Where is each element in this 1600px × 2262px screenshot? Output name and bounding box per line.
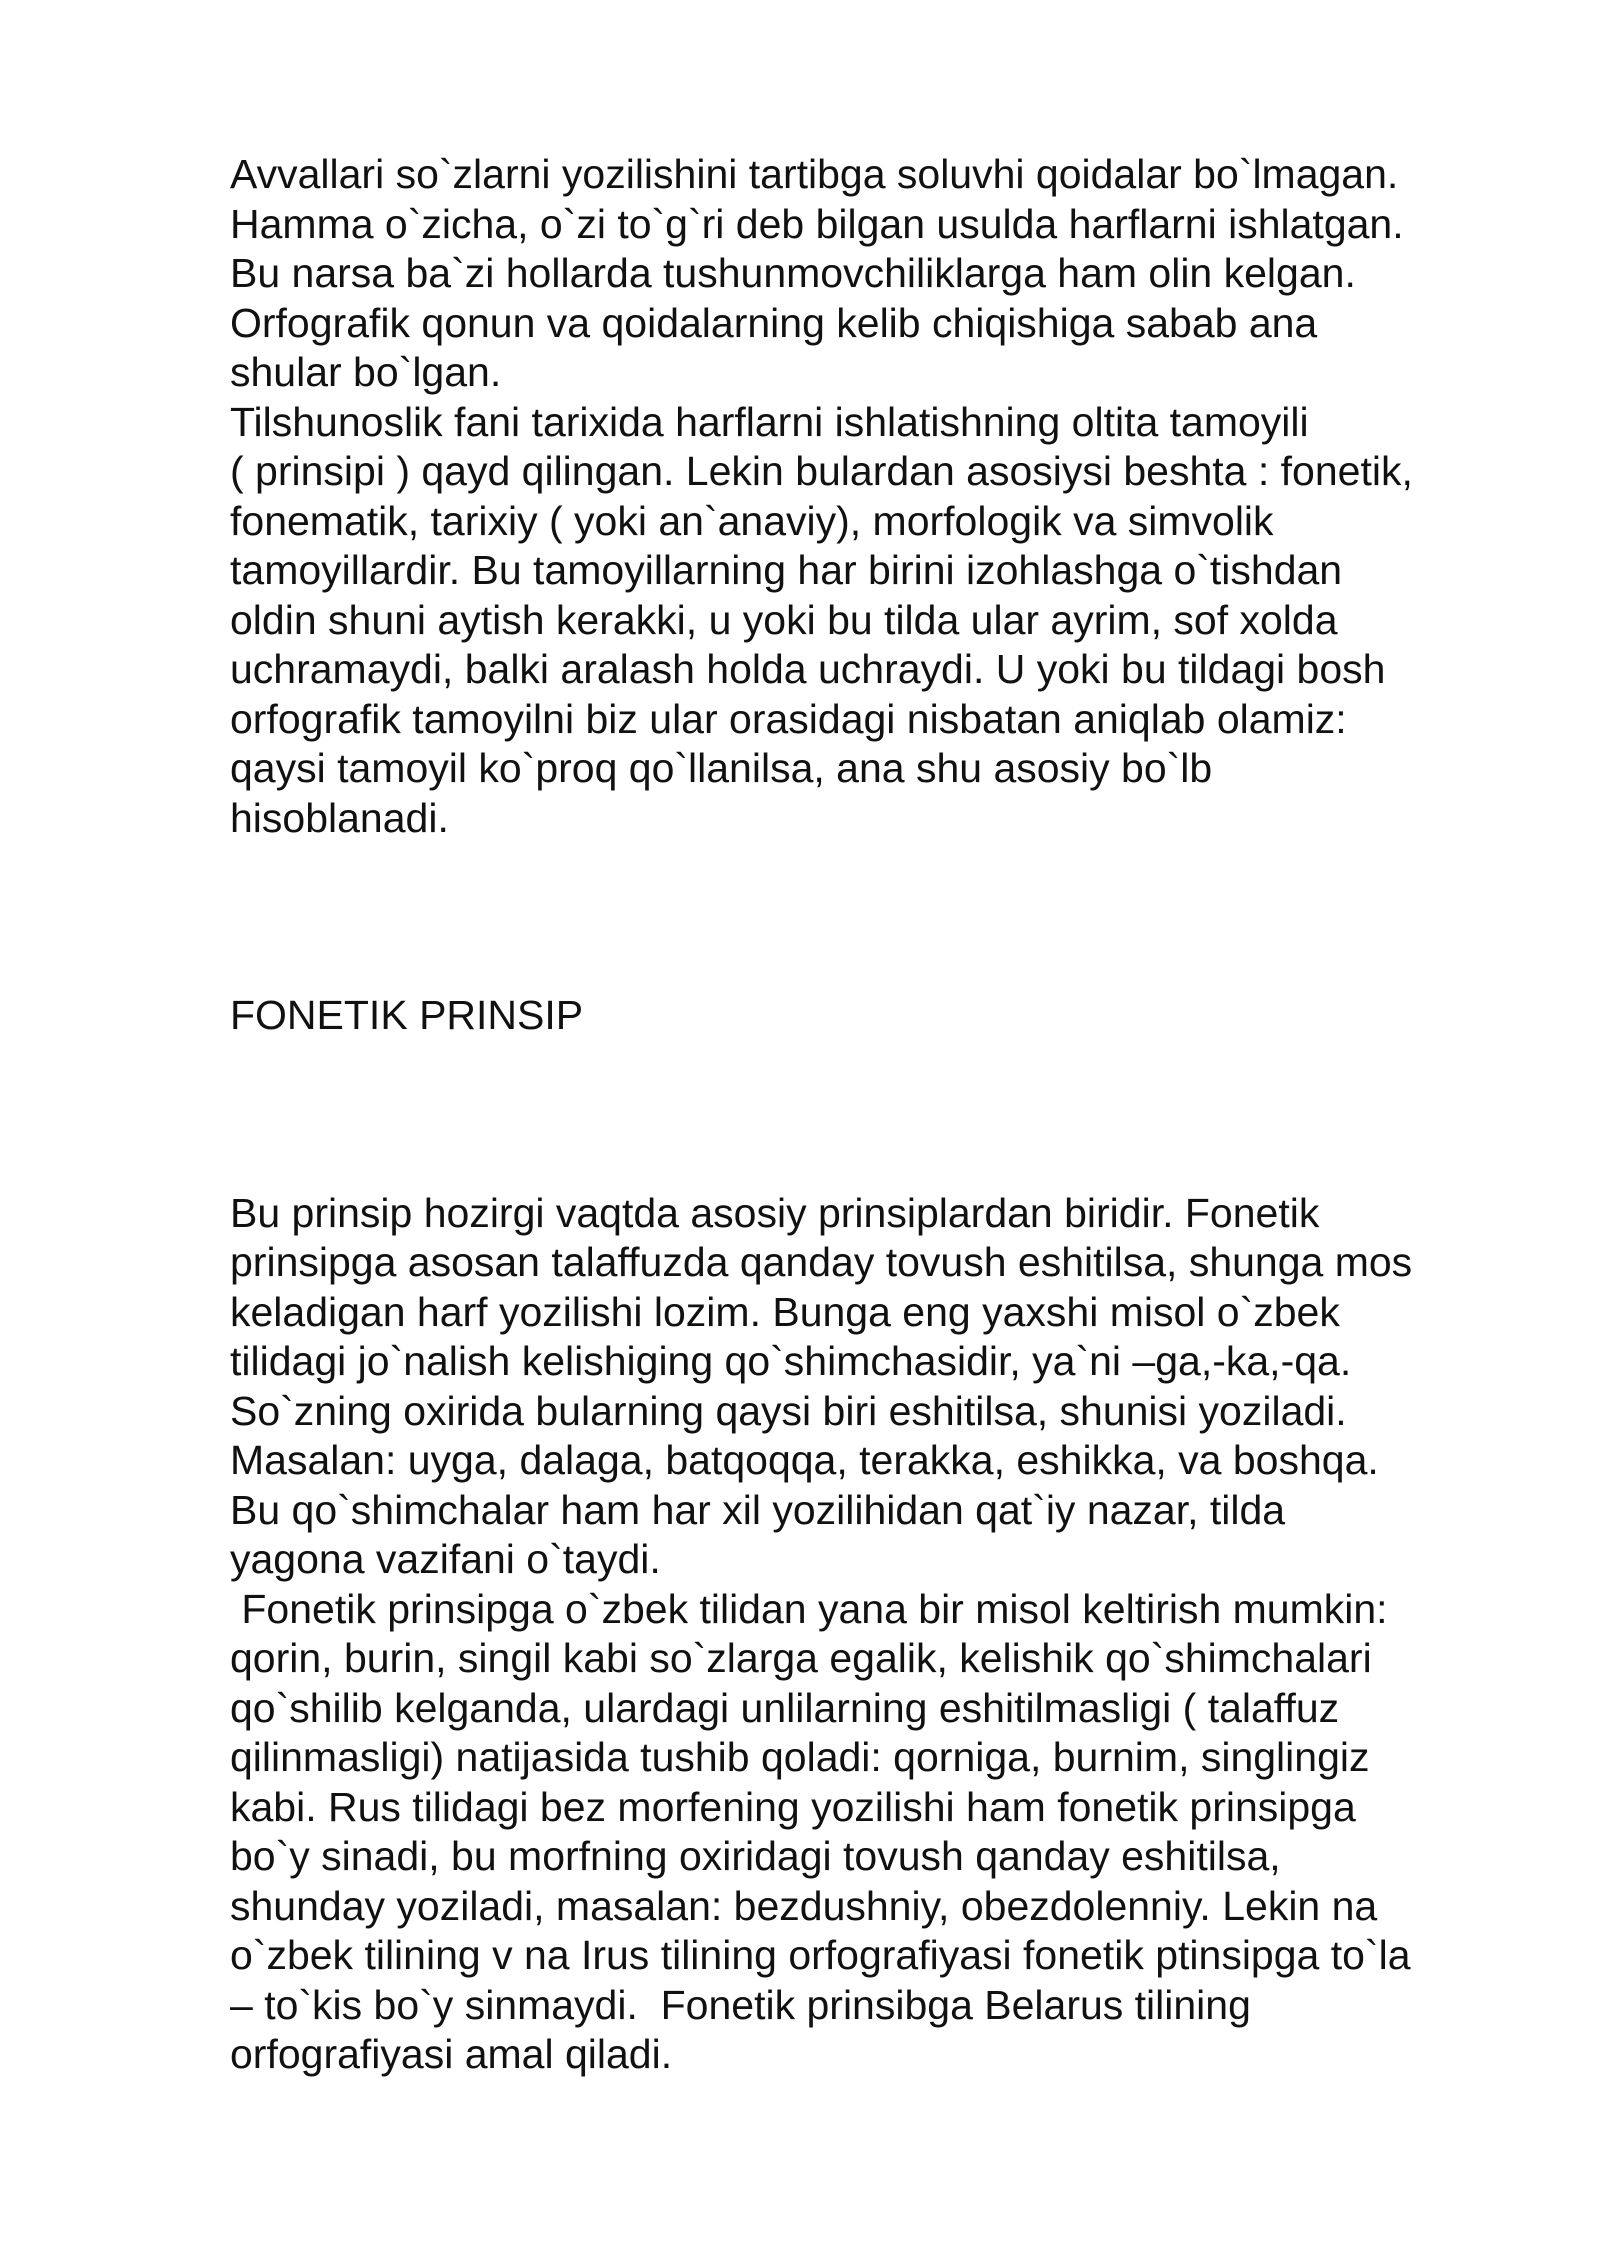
text-line: tamoyillardir. Bu tamoyillarning har birini izohlashga o`tishdan bbox=[230, 547, 1343, 593]
text-line: qo`shilib kelganda, ulardagi unlilarning eshitilmasligi ( talaffuz bbox=[230, 1684, 1340, 1731]
text-line: tilidagi jo`nalish kelishiging qo`shimchasidir, ya`ni –ga,-ka,-qa. bbox=[230, 1338, 1352, 1384]
text-line: Tilshunoslik fani tarixida harflarni ishlatishning oltita tamoyili bbox=[230, 398, 1309, 445]
text-line: Bu narsa ba`zi hollarda tushunmovchiliklarga ham olin kelgan. bbox=[230, 250, 1356, 296]
text-line: hisoblanadi. bbox=[230, 794, 449, 841]
text-line: Fonetik prinsipga o`zbek tilidan yana bir misol keltirish mumkin: bbox=[230, 1585, 1388, 1632]
section-paragraph bbox=[230, 1189, 1530, 2080]
text-line: shunday yoziladi, masalan: bezdushniy, obezdolenniy. Lekin na bbox=[230, 1882, 1378, 1929]
text-line: shular bo`lgan. bbox=[230, 349, 502, 395]
text-line: Bu prinsip hozirgi vaqtda asosiy prinsiplardan biridir. Fonetik bbox=[230, 1189, 1320, 1236]
text-line: So`zning oxirida bularning qaysi biri eshitilsa, shunisi yoziladi. bbox=[230, 1387, 1347, 1434]
text-line: Hamma o`zicha, o`zi to`g`ri deb bilgan usulda harflarni ishlatgan. bbox=[230, 200, 1404, 247]
text-line: Orfografik qonun va qoidalarning kelib chiqishiga sabab ana bbox=[230, 299, 1318, 346]
text-line: Masalan: uyga, dalaga, batqoqqa, terakka, eshikka, va boshqa. bbox=[230, 1437, 1379, 1483]
text-line: – to`kis bo`y sinmaydi. Fonetik prinsibga Belarus tilining bbox=[230, 1981, 1251, 2028]
text-line: o`zbek tilining v na Irus tilining orfografiyasi fonetik ptinsipga to`la bbox=[230, 1932, 1411, 1978]
text-line: prinsipga asosan talaffuzda qanday tovush eshitilsa, shunga mos bbox=[230, 1239, 1413, 1285]
document-page bbox=[230, 150, 1530, 2080]
text-line: Bu qo`shimchalar ham har xil yozilihidan qat`iy nazar, tilda bbox=[230, 1486, 1286, 1533]
text-line: oldin shuni aytish kerakki, u yoki bu tilda ular ayrim, sof xolda bbox=[230, 596, 1338, 643]
intro-paragraph bbox=[230, 150, 1530, 843]
text-line: orfografiyasi amal qiladi. bbox=[230, 2031, 673, 2077]
text-line: qaysi tamoyil ko`proq qo`llanilsa, ana shu asosiy bo`lb bbox=[230, 745, 1213, 791]
text-line: qilinmasligi) natijasida tushib qoladi: qorniga, burnim, singlingiz bbox=[230, 1734, 1370, 1780]
text-line: orfografik tamoyilni biz ular orasidagi nisbatan aniqlab olamiz: bbox=[230, 695, 1347, 742]
section-heading: FONETIK PRINSIP bbox=[230, 992, 584, 1038]
section-heading-wrap bbox=[230, 991, 1530, 1041]
text-line: fonematik, tarixiy ( yoki an`anaviy), morfologik va simvolik bbox=[230, 497, 1274, 544]
text-line: kabi. Rus tilidagi bez morfening yozilishi ham fonetik prinsipga bbox=[230, 1783, 1356, 1830]
text-line: uchramaydi, balki aralash holda uchraydi. U yoki bu tildagi bosh bbox=[230, 646, 1386, 692]
text-line: yagona vazifani o`taydi. bbox=[230, 1536, 661, 1582]
text-line: qorin, burin, singil kabi so`zlarga egalik, kelishik qo`shimchalari bbox=[230, 1635, 1372, 1681]
text-line: ( prinsipi ) qayd qilingan. Lekin bulardan asosiysi beshta : fonetik, bbox=[230, 448, 1413, 494]
text-line: Avvallari so`zlarni yozilishini tartibga soluvhi qoidalar bo`lmagan. bbox=[230, 151, 1399, 197]
text-line: bo`y sinadi, bu morfning oxiridagi tovush qanday eshitilsa, bbox=[230, 1833, 1281, 1879]
text-line: keladigan harf yozilishi lozim. Bunga eng yaxshi misol o`zbek bbox=[230, 1288, 1340, 1335]
